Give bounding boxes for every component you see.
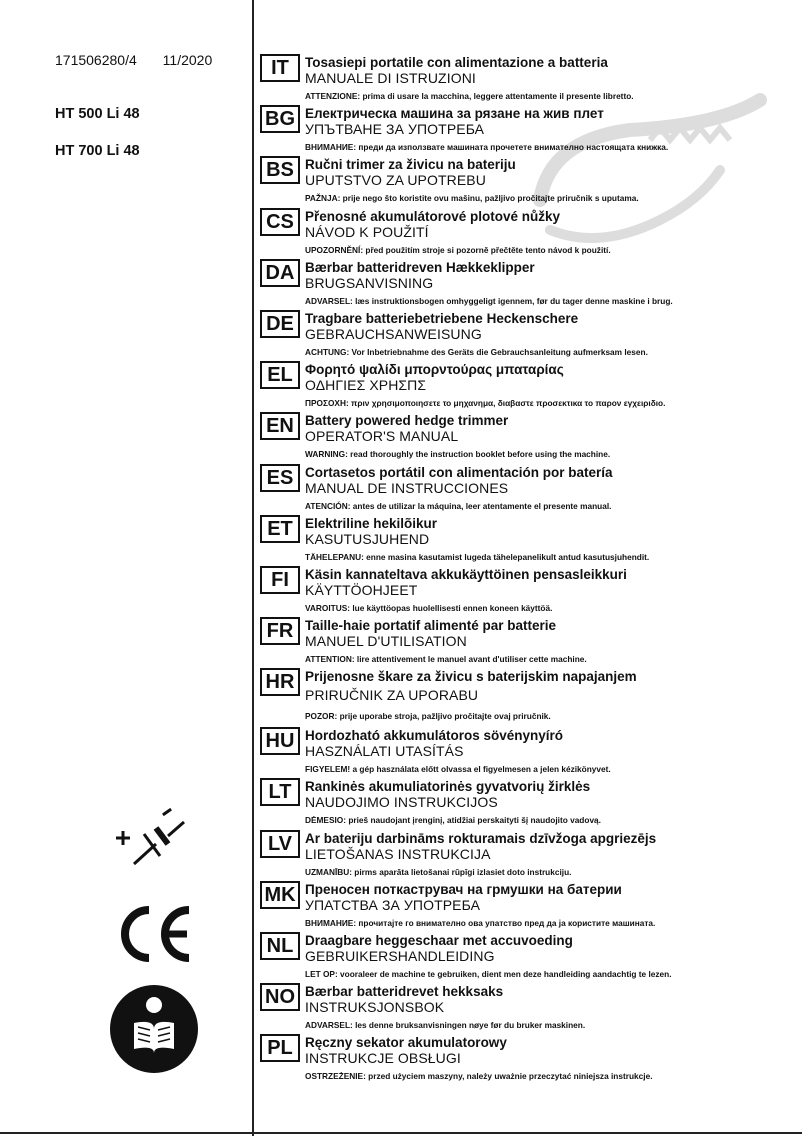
language-warning: ΠΡΟΣΟΧΗ: πριν χρησιμοποιησετε το μηχανημα, διαβαστε προσεκτικα το παρον εγχειριδιο. <box>305 398 666 409</box>
model-name: HT 500 Li 48 <box>55 106 140 122</box>
language-title: Φορητό ψαλίδι μπορντούρας μπαταρίας <box>305 362 564 378</box>
language-warning: ВНИМАНИЕ: преди да използвате машината прочетете внимателно настоящата книжка. <box>305 142 669 153</box>
document-date: 11/2020 <box>162 52 213 68</box>
language-code: EN <box>260 412 300 440</box>
language-warning: PAŽNJA: prije nego što koristite ovu mašinu, pažljivo pročitajte priručnik s uputama. <box>305 193 639 204</box>
language-title: Ručni trimer za živicu na bateriju <box>305 157 516 173</box>
language-code: PL <box>260 1034 300 1062</box>
language-title: Ręczny sekator akumulatorowy <box>305 1035 507 1051</box>
language-warning: VAROITUS: lue käyttöopas huolellisesti ennen koneen käyttöä. <box>305 602 553 613</box>
language-subtitle: MANUEL D'UTILISATION <box>305 633 467 650</box>
language-code: LV <box>260 830 300 858</box>
language-code: HU <box>260 727 300 755</box>
bottom-divider <box>0 1132 802 1134</box>
language-subtitle: LIETOŠANAS INSTRUKCIJA <box>305 845 491 862</box>
language-entry-en <box>260 412 800 463</box>
language-title: Cortasetos portátil con alimentación por batería <box>305 464 613 480</box>
language-warning: ATTENZIONE: prima di usare la macchina, leggere attentamente il presente libretto. <box>305 91 634 101</box>
language-subtitle: ΟΔΗΓΙΕΣ ΧΡΗΣΠΣ <box>305 377 427 394</box>
model-name: HT 700 Li 48 <box>55 143 140 159</box>
language-code: BS <box>260 156 300 184</box>
language-subtitle: PRIRUČNIK ZA UPORABU <box>305 687 479 704</box>
language-entry-bs <box>260 156 800 207</box>
language-entry-cs <box>260 208 800 259</box>
language-title: Tragbare batteriebetriebene Heckenschere <box>305 310 579 326</box>
language-code: FI <box>260 566 300 594</box>
language-title: Rankinės akumuliatorinės gyvatvorių žirklės <box>305 779 591 795</box>
language-subtitle: UPUTSTVO ZA UPOTREBU <box>305 172 486 189</box>
language-title: Bærbar batteridreven Hækkeklipper <box>305 259 535 275</box>
language-title: Ar bateriju darbināms rokturamais dzīvžoga apgriezējs <box>305 830 657 846</box>
language-entry-hu <box>260 727 800 778</box>
language-subtitle: GEBRUIKERSHANDLEIDING <box>305 948 495 964</box>
language-title: Battery powered hedge trimmer <box>305 413 509 429</box>
ce-mark-icon <box>113 904 195 964</box>
vertical-divider <box>252 0 254 1136</box>
language-entry-pl <box>260 1034 800 1085</box>
language-title: Elektriline hekilõikur <box>305 515 438 531</box>
language-title: Електрическа машина за рязане на жив плет <box>305 106 604 122</box>
language-warning: TÄHELEPANU: enne masina kasutamist lugeda tähelepanelikult antud kasutusjuhendit. <box>305 551 650 562</box>
language-entry-mk <box>260 881 800 932</box>
language-subtitle: INSTRUKCJE OBSŁUGI <box>305 1050 461 1067</box>
language-title: Taille-haie portatif alimenté par batterie <box>305 618 557 634</box>
language-warning: ВНИМАНИЕ: прочитајте го внимателно ова упатство пред да ја користите машината. <box>305 917 656 928</box>
language-title: Draagbare heggeschaar met accuvoeding <box>305 933 573 948</box>
language-entry-lv <box>260 830 800 881</box>
language-code: ES <box>260 464 300 492</box>
language-code: MK <box>260 881 300 909</box>
language-subtitle: NÁVOD K POUŽITÍ <box>305 223 429 240</box>
language-code: HR <box>260 668 300 696</box>
language-title: Käsin kannateltava akkukäyttöinen pensasleikkuri <box>305 566 627 582</box>
document-id <box>55 52 234 68</box>
language-title: Bærbar batteridrevet hekksaks <box>305 984 504 1000</box>
document-number: 171506280/4 <box>55 52 137 68</box>
read-manual-icon <box>108 983 200 1075</box>
language-warning: LET OP: vooraleer de machine te gebruiken, dient men deze handleiding aandachtig te lezen. <box>305 969 672 979</box>
language-warning: POZOR: prije uporabe stroja, pažljivo pročitajte ovaj priručnik. <box>305 711 551 722</box>
language-subtitle: BRUGSANVISNING <box>305 274 434 291</box>
language-entry-da <box>260 259 800 310</box>
language-entry-es <box>260 464 800 515</box>
language-subtitle: УПАТСТВА ЗА УПОТРЕБА <box>305 896 481 913</box>
language-title: Преносен поткаструвач на грмушки на батерии <box>305 881 622 897</box>
language-warning: UPOZORNĚNÍ: před použitím stroje si pozorně přečtěte tento návod k použití. <box>305 244 611 255</box>
language-entry-el <box>260 361 800 412</box>
language-subtitle: INSTRUKSJONSBOK <box>305 999 445 1016</box>
language-entry-it <box>260 54 800 105</box>
language-entry-fi <box>260 566 800 617</box>
language-subtitle: MANUALE DI ISTRUZIONI <box>305 70 476 86</box>
language-warning: UZMANĪBU: pirms aparāta lietošanai rūpīgi izlasiet doto instrukciju. <box>305 866 572 877</box>
language-subtitle: OPERATOR'S MANUAL <box>305 428 459 445</box>
language-code: EL <box>260 361 300 389</box>
language-entry-lt <box>260 778 800 829</box>
language-warning: DĖMESIO: prieš naudojant įrenginį, atidžiai perskaityti šį naudojito vadovą. <box>305 815 601 826</box>
language-subtitle: NAUDOJIMO INSTRUKCIJOS <box>305 794 498 811</box>
language-code: IT <box>260 54 300 82</box>
language-code: CS <box>260 208 300 236</box>
language-warning: FIGYELEM! a gép használata előtt olvassa el figyelmesen a jelen kézikönyvet. <box>305 764 611 775</box>
language-warning: ATTENTION: lire attentivement le manuel avant d'utiliser cette machine. <box>305 654 587 665</box>
language-code: NL <box>260 932 300 960</box>
language-title: Přenosné akumulátorové plotové nůžky <box>305 208 561 224</box>
language-code: DA <box>260 259 300 287</box>
language-title: Prijenosne škare za živicu s baterijskim napajanjem <box>305 669 637 685</box>
language-entry-de <box>260 310 800 361</box>
language-code: NO <box>260 983 300 1011</box>
language-subtitle: УПЪТВАНЕ ЗА УПОТРЕБА <box>305 121 485 138</box>
language-subtitle: MANUAL DE INSTRUCCIONES <box>305 479 509 496</box>
language-entry-hr <box>260 668 800 727</box>
language-code: FR <box>260 617 300 645</box>
language-title: Tosasiepi portatile con alimentazione a batteria <box>305 55 608 70</box>
language-warning: ATENCIÓN: antes de utilizar la máquina, leer atentamente el presente manual. <box>305 500 612 511</box>
battery-polarity-icon <box>112 808 192 870</box>
language-code: BG <box>260 105 300 133</box>
language-entry-et <box>260 515 800 566</box>
language-subtitle: HASZNÁLATI UTASÍTÁS <box>305 743 464 760</box>
language-entry-bg <box>260 105 800 156</box>
language-entry-fr <box>260 617 800 668</box>
language-warning: WARNING: read thoroughly the instruction booklet before using the machine. <box>305 449 611 460</box>
language-subtitle: GEBRAUCHSANWEISUNG <box>305 325 482 342</box>
language-warning: OSTRZEŻENIE: przed użyciem maszyny, należy uważnie przeczytać niniejsza instrukcje. <box>305 1071 653 1082</box>
language-code: DE <box>260 310 300 338</box>
language-subtitle: KASUTUSJUHEND <box>305 530 430 547</box>
language-list <box>260 54 800 1086</box>
language-code: ET <box>260 515 300 543</box>
language-warning: ACHTUNG: Vor Inbetriebnahme des Geräts die Gebrauchsanleitung aufmerksam lesen. <box>305 346 648 357</box>
language-code: LT <box>260 778 300 806</box>
language-entry-no <box>260 983 800 1034</box>
language-subtitle: KÄYTTÖOHJEET <box>305 581 418 598</box>
language-title: Hordozható akkumulátoros sövénynyíró <box>305 728 564 744</box>
language-warning: ADVARSEL: les denne bruksanvisningen nøye før du bruker maskinen. <box>305 1020 586 1031</box>
language-warning: ADVARSEL: læs instruktionsbogen omhyggeligt igennem, før du tager denne maskine i brug. <box>305 295 673 306</box>
language-entry-nl <box>260 932 800 983</box>
